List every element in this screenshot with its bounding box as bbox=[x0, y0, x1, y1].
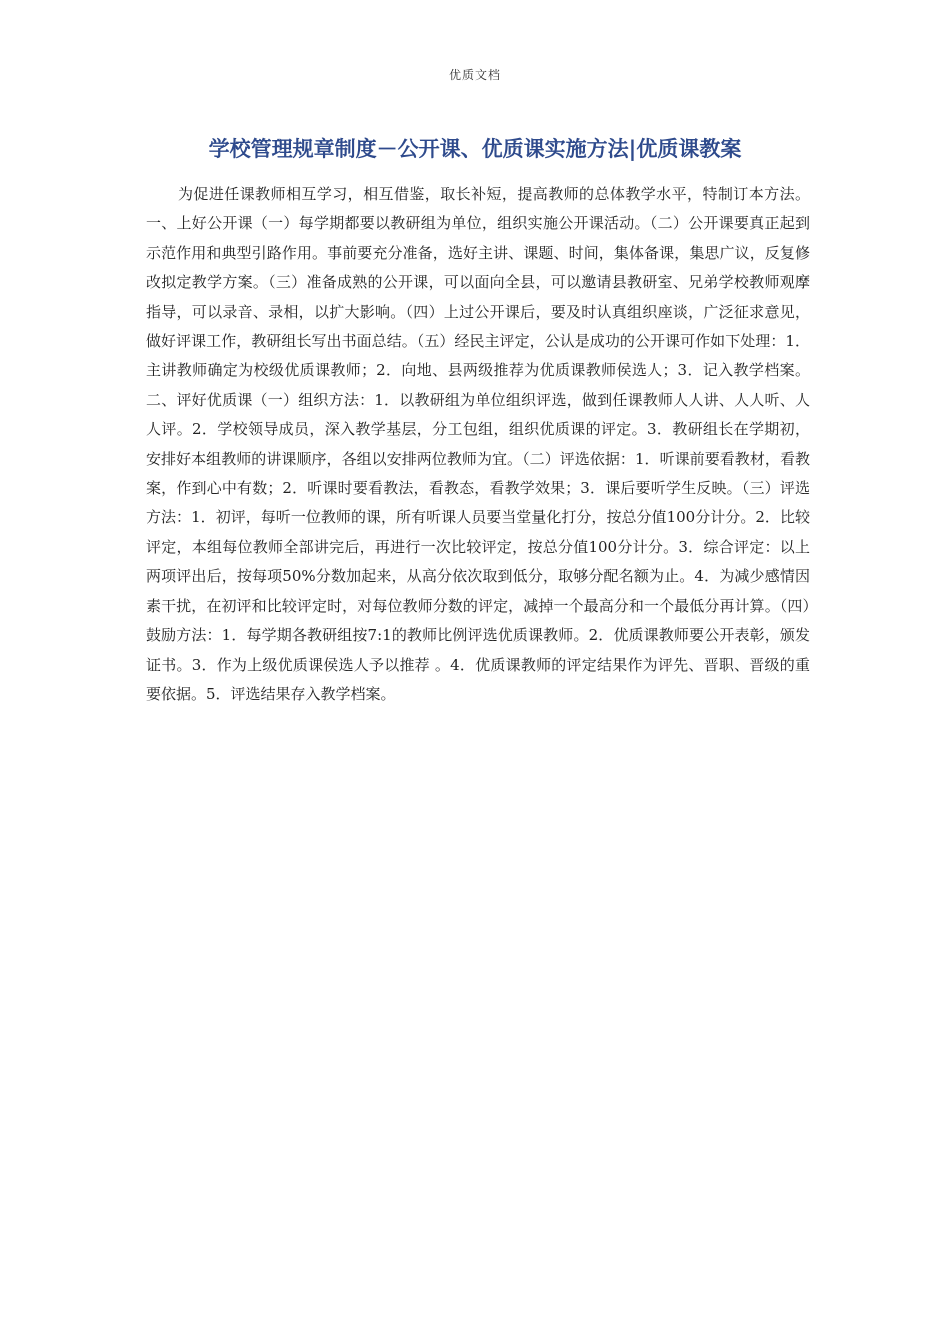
document-title: 学校管理规章制度－公开课、优质课实施方法|优质课教案 bbox=[208, 137, 742, 161]
document-body-paragraph: 为促进任课教师相互学习，相互借鉴，取长补短，提高教师的总体教学水平，特制订本方法。一、上好公开课（一）每学期都要以教研组为单位，组织实施公开课活动。（二）公开课要真正起到示范作用和典型引路作用。事前要充分准备，选好主讲、课题、时间，集体备课，集思广议，反复修改拟定教学方案。（三）准备成熟的公开课，可以面向全县，可以邀请县教研室、兄弟学校教师观摩指导，可以录音、录相，以扩大影响。（四）上过公开课后，要及时认真组织座谈，广泛征求意见，做好评课工作，教研组长写出书面总结。（五）经民主评定，公认是成功的公开课可作如下处理：1．主讲教师确定为校级优质课教师；2．向地、县两级推荐为优质课教师侯选人；3．记入教学档案。二、评好优质课（一）组织方法：1．以教研组为单位组织评选，做到任课教师人人讲、人人听、人人评。2．学校领导成员，深入教学基层，分工包组，组织优质课的评定。3．教研组长在学期初，安排好本组教师的讲课顺序，各组以安排两位教师为宜。（二）评选依据：1．听课前要看教材，看教案，作到心中有数；2．听课时要看教法，看教态，看教学效果；3．课后要听学生反映。（三）评选方法：1．初评，每听一位教师的课，所有听课人员要当堂量化打分，按总分值100分计分。2．比较评定，本组每位教师全部讲完后，再进行一次比较评定，按总分值100分计分。3．综合评定：以上两项评出后，按每项50%分数加起来，从高分依次取到低分，取够分配名额为止。4．为减少感情因素干扰，在初评和比较评定时，对每位教师分数的评定，减掉一个最高分和一个最低分再计算。（四）鼓励方法：1．每学期各教研组按7:1的教师比例评选优质课教师。2．优质课教师要公开表彰，颁发证书。3．作为上级优质课侯选人予以推荐 。4．优质课教师的评定结果作为评先、晋职、晋级的重要依据。5．评选结果存入教学档案。 bbox=[146, 185, 810, 703]
page-header-label: 优质文档 bbox=[448, 68, 501, 82]
